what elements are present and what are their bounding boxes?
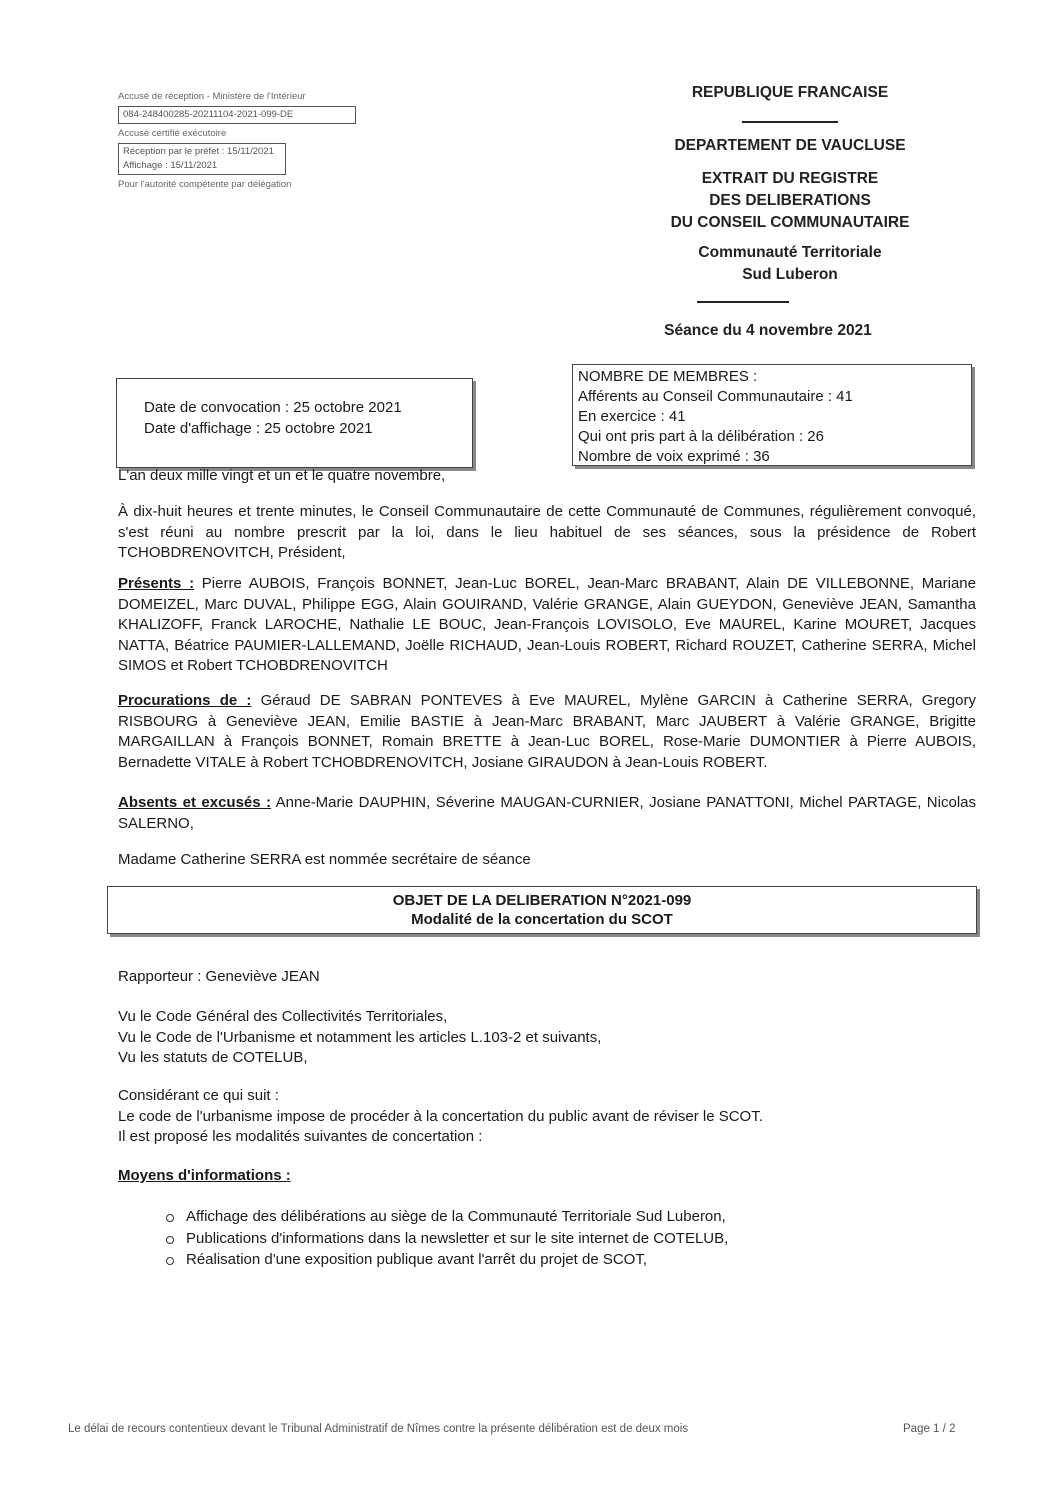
considerant-line-2: Il est proposé les modalités suivantes de concertation : — [118, 1128, 483, 1145]
header-communaute-line-2: Sud Luberon — [742, 266, 838, 283]
stamp-reference: 084-248400285-20211104-2021-099-DE — [118, 106, 356, 124]
list-item: Affichage des délibérations au siège de la Communauté Territoriale Sud Luberon, — [160, 1206, 728, 1228]
stamp-line-3: Accusé certifié exécutoire — [118, 128, 227, 139]
presents-label: Présents : — [118, 575, 195, 592]
header-communaute-line-1: Communauté Territoriale — [698, 244, 882, 261]
procurations-label: Procurations de : — [118, 692, 252, 709]
acknowledgment-stamp — [118, 90, 358, 192]
header-seance: Séance du 4 novembre 2021 — [664, 322, 872, 339]
date-convocation: Date de convocation : 25 octobre 2021 — [144, 399, 402, 416]
header-extrait-line-1: EXTRAIT DU REGISTRE — [701, 170, 879, 187]
presents-list: Pierre AUBOIS, François BONNET, Jean-Luc BOREL, Jean-Marc BRABANT, Alain DE VILLEBONNE, Mariane DOMEIZEL, Marc DUVAL, Philippe EGG, Alain GOUIRAND, Valérie GRANGE, Alain GUEYDON, Geneviève JEAN, Samantha KHALIZOFF, Franck LAROCHE, Nathalie LE BOUC, Jean-François LOVISOLO, Eve MAUREL, Karine MOURET, Jacques NATTA, Béatrice PAUMIER-LALLEMAND, Joëlle RICHAUD, Jean-Louis ROBERT, Richard ROUZET, Catherine SERRA, Michel SIMOS et Robert TCHOBDRENOVITCH — [118, 575, 976, 674]
presents-paragraph — [118, 574, 976, 677]
moyens-heading — [118, 1166, 976, 1187]
procurations-list: Géraud DE SABRAN PONTEVES à Eve MAUREL, Mylène GARCIN à Catherine SERRA, Gregory RISBOURG à Geneviève JEAN, Emilie BASTIE à Jean-Marc BRABANT, Marc JAUBERT à Valérie GRANGE, Brigitte MARGAILLAN à François BONNET, Romain BRETTE à Jean-Luc BOREL, Rose-Marie DUMONTIER à Pierre AUBOIS, Bernadette VITALE à Robert TCHOBDRENOVITCH, Josiane GIRAUDON à Jean-Louis ROBERT. — [118, 692, 976, 771]
considerant-label: Considérant ce qui suit : — [118, 1087, 279, 1104]
vu-block — [118, 1007, 976, 1069]
objet-subtitle: Modalité de la concertation du SCOT — [411, 911, 673, 928]
objet-box — [107, 886, 977, 934]
header-republique: REPUBLIQUE FRANCAISE — [691, 84, 889, 101]
list-item: Réalisation d'une exposition publique avant l'arrêt du projet de SCOT, — [160, 1249, 728, 1271]
dates-box — [116, 378, 473, 468]
members-exercice: En exercice : 41 — [578, 408, 686, 425]
list-item: Publications d'informations dans la newsletter et sur le site internet de COTELUB, — [160, 1228, 728, 1250]
header-communaute — [620, 242, 960, 286]
stamp-line-1: Accusé de réception - Ministère de l'Intérieur — [118, 91, 306, 102]
secretaire-text: Madame Catherine SERRA est nommée secrétaire de séance — [118, 851, 531, 868]
absents-label: Absents et excusés : — [118, 794, 272, 811]
procurations-paragraph — [118, 691, 976, 773]
footer-recours: Le délai de recours contentieux devant le Tribunal Administratif de Nîmes contre la présente délibération est de deux mois — [68, 1423, 689, 1435]
vu-statuts: Vu les statuts de COTELUB, — [118, 1049, 308, 1066]
stamp-affichage: Affichage : 15/11/2021 — [123, 160, 218, 171]
header-extrait-line-3: DU CONSEIL COMMUNAUTAIRE — [670, 214, 910, 231]
stamp-dates-box — [118, 143, 286, 175]
moyens-list — [160, 1206, 728, 1271]
footer-page-number: Page 1 / 2 — [903, 1423, 956, 1435]
absents-paragraph — [118, 793, 976, 834]
rapporteur-text: Rapporteur : Geneviève JEAN — [118, 968, 320, 985]
considerant-line-1: Le code de l'urbanisme impose de procéder à la concertation du public avant de réviser le SCOT. — [118, 1107, 763, 1125]
members-part: Qui ont pris part à la délibération : 26 — [578, 428, 824, 445]
members-afferents: Afférents au Conseil Communautaire : 41 — [578, 388, 853, 405]
considerant-block — [118, 1086, 976, 1148]
session-paragraph: À dix-huit heures et trente minutes, le Conseil Communautaire de cette Communauté de Communes, régulièrement convoqué, s'est réuni au nombre prescrit par la loi, dans le lieu habituel de ses séances, sous la présidence de Robert TCHOBDRENOVITCH, Président, — [118, 503, 976, 561]
date-affichage: Date d'affichage : 25 octobre 2021 — [144, 420, 373, 437]
members-title: NOMBRE DE MEMBRES : — [578, 368, 758, 385]
members-voix: Nombre de voix exprimé : 36 — [578, 448, 770, 465]
header-departement: DEPARTEMENT DE VAUCLUSE — [674, 137, 906, 154]
absents-list: Anne-Marie DAUPHIN, Séverine MAUGAN-CURNIER, Josiane PANATTONI, Michel PARTAGE, Nicolas SALERNO, — [118, 794, 976, 832]
members-box — [572, 364, 972, 466]
stamp-reception: Réception par le préfet : 15/11/2021 — [123, 146, 274, 157]
vu-urbanisme: Vu le Code de l'Urbanisme et notamment les articles L.103-2 et suivants, — [118, 1028, 602, 1046]
intro-text: L'an deux mille vingt et un et le quatre novembre, — [118, 467, 446, 484]
header-rule-2 — [697, 301, 789, 303]
objet-title: OBJET DE LA DELIBERATION N°2021-099 — [392, 892, 692, 909]
stamp-line-6: Pour l'autorité compétente par délégation — [118, 179, 292, 190]
header-rule-1 — [742, 121, 838, 123]
header-extrait — [620, 168, 960, 234]
header-extrait-line-2: DES DELIBERATIONS — [709, 192, 871, 209]
vu-cgct: Vu le Code Général des Collectivités Territoriales, — [118, 1008, 448, 1025]
moyens-label: Moyens d'informations : — [118, 1167, 291, 1184]
